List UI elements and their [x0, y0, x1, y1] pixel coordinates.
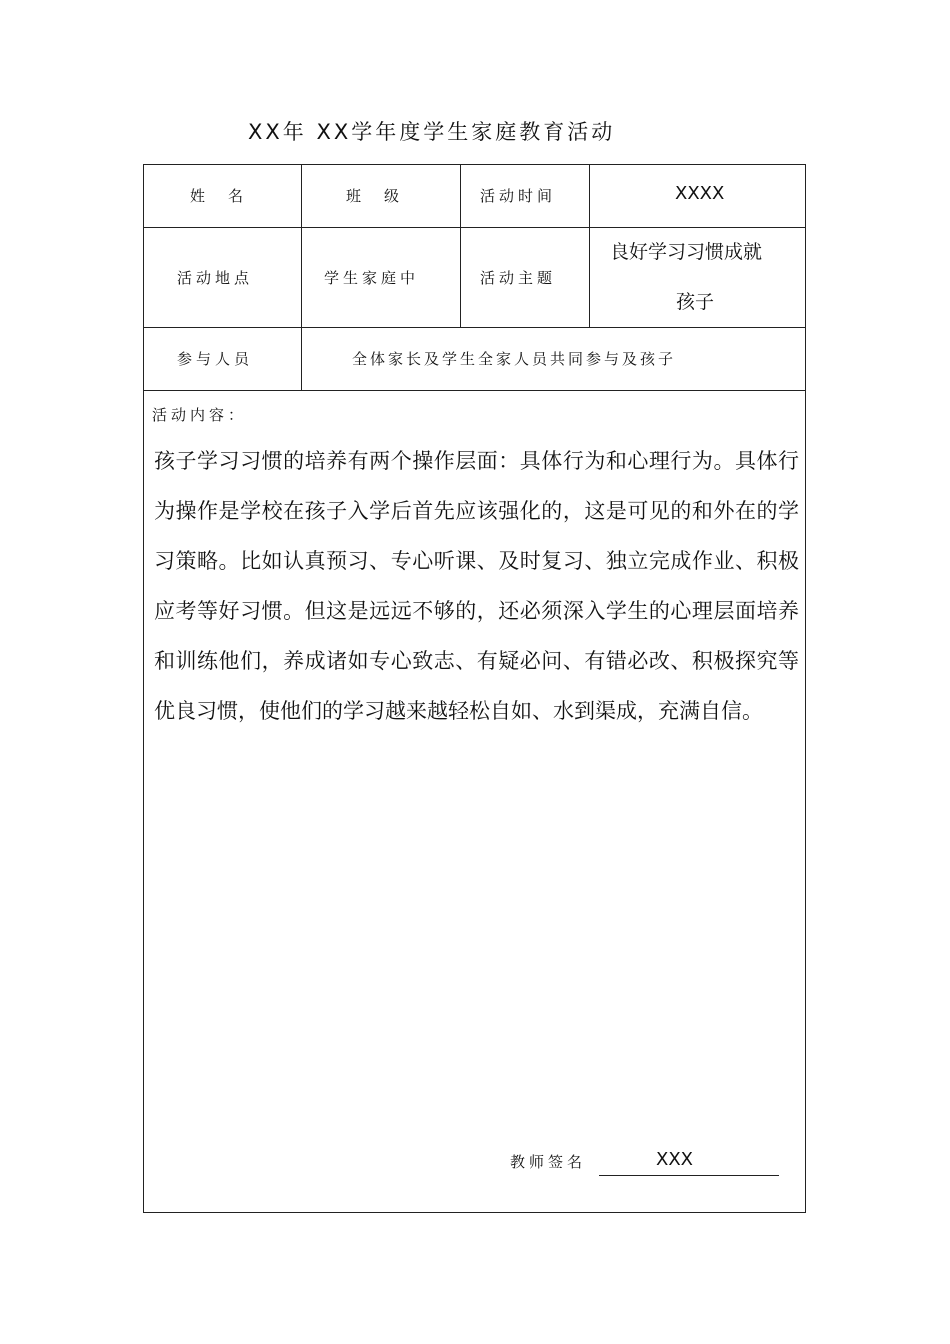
activity-time-value: XXXX — [675, 183, 725, 204]
activity-theme-label: 活动主题 — [480, 269, 557, 287]
activity-location-value: 学生家庭中 — [324, 269, 420, 287]
row-divider — [144, 327, 805, 328]
activity-content-label: 活动内容： — [152, 406, 248, 424]
activity-form-table — [143, 164, 806, 1213]
column-divider — [301, 165, 302, 390]
activity-location-label: 活动地点 — [177, 269, 254, 287]
activity-time-label: 活动时间 — [480, 187, 557, 205]
teacher-signature-label: 教师签名 — [510, 1153, 587, 1171]
row-divider — [144, 390, 805, 391]
column-divider — [460, 165, 461, 327]
participants-value: 全体家长及学生全家人员共同参与及孩子 — [352, 350, 677, 368]
participants-label: 参与人员 — [177, 350, 254, 368]
activity-theme-value-line1: 良好学习习惯成就 — [610, 241, 763, 263]
teacher-signature-value: XXX — [656, 1149, 693, 1170]
name-label: 姓 名 — [190, 187, 248, 205]
row-divider — [144, 227, 805, 228]
class-label: 班 级 — [346, 187, 404, 205]
page-title: XX年 XX学年度学生家庭教育活动 — [248, 120, 616, 144]
activity-theme-value-line2: 孩子 — [676, 291, 715, 313]
column-divider — [589, 165, 590, 327]
activity-content-paragraph: 孩子学习习惯的培养有两个操作层面：具体行为和心理行为。具体行为操作是学校在孩子入学后首先应该强化的，这是可见的和外在的学习策略。比如认真预习、专心听课、及时复习、独立完成作业、积极应考等好习惯。但这是远远不够的，还必须深入学生的心理层面培养和训练他们，养成诸如专心致志、有疑必问、有错必改、积极探究等优良习惯，使他们的学习越来越轻松自如、水到渠成，充满自信。 — [154, 449, 799, 723]
signature-underline — [599, 1175, 779, 1176]
